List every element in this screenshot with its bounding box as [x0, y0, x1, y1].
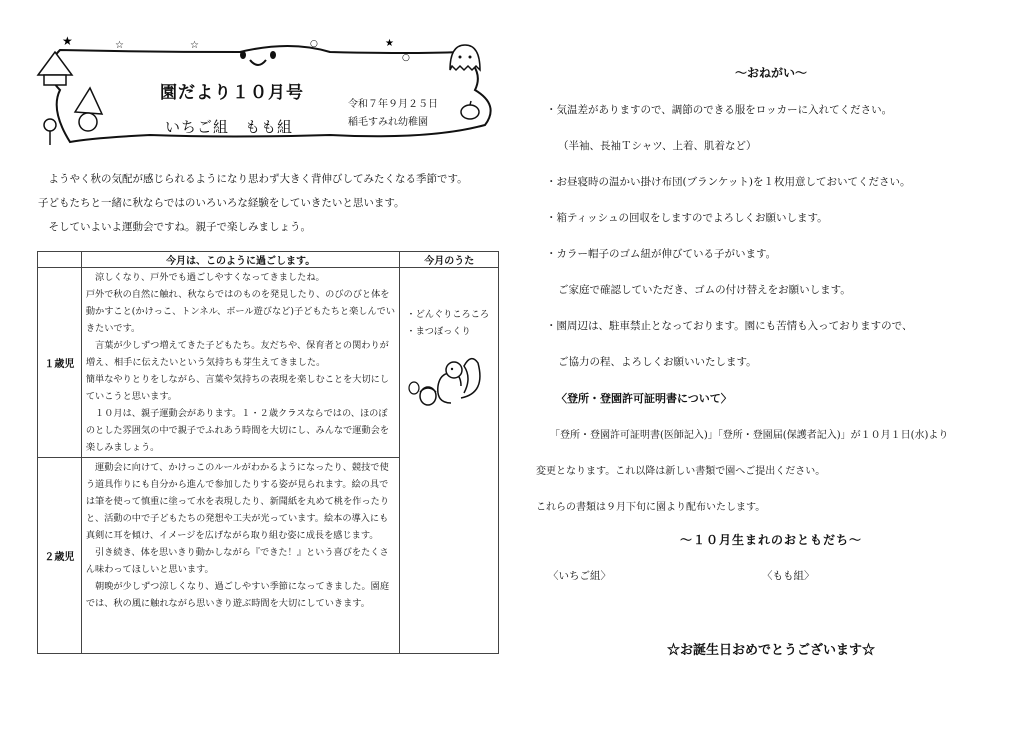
- request-line: ご協力の程、よろしくお願いいたします。: [558, 356, 757, 368]
- requests-title: 〜おねがい〜: [734, 66, 807, 80]
- schedule-paragraph: 引き続き、体を思いきり動かしながら『できた！』という喜びをたくさん味わってほしいと思います。: [85, 547, 389, 575]
- svg-text:★: ★: [62, 34, 73, 48]
- age-label: １歳児: [38, 268, 82, 458]
- birthdays-title: 〜１０月生まれのおともだち〜: [679, 533, 862, 547]
- svg-text:☆: ☆: [115, 40, 124, 51]
- age-header: [38, 252, 82, 268]
- smiley-face-icon: [240, 51, 276, 65]
- schedule-header: 今月は、このように過ごします。: [81, 252, 400, 268]
- table-row: [38, 268, 499, 458]
- issue-date: 令和７年９月２５日: [348, 99, 438, 110]
- request-line: ・箱ティッシュの回収をしますのでよろしくお願いします。: [546, 212, 828, 224]
- intro-text: [38, 167, 508, 239]
- song-header: 今月のうた: [400, 252, 499, 268]
- witch-child-icon: [44, 88, 102, 145]
- request-line: ・カラー帽子のゴム紐が伸びている子がいます。: [546, 248, 777, 260]
- squirrel-icon: [406, 348, 486, 418]
- ghost-icon: [450, 45, 480, 70]
- permit-title: 〈登所・登園許可証明書について〉: [556, 392, 732, 405]
- school-name: 稲毛すみれ幼稚園: [348, 117, 428, 128]
- request-line: ・気温差がありますので、調節のできる服をロッカーに入れてください。: [546, 104, 893, 116]
- request-line: ・園周辺は、駐車禁止となっております。園にも苦情も入っておりますので、: [546, 320, 913, 332]
- page-title: 園だより１０月号: [160, 83, 304, 103]
- congratulations-text: ☆お誕生日おめでとうございます☆: [666, 643, 875, 658]
- permit-line: これらの書類は９月下旬に園より配布いたします。: [536, 502, 766, 513]
- schedule-paragraph: 簡単なやりとりをしながら、言葉や気持ちの表現を楽しむことを大切にしていこうと思います。: [85, 374, 390, 402]
- intro-line: 子どもたちと一緒に秋ならではのいろいろな経験をしていきたいと思います。: [38, 197, 405, 209]
- class-names: いちご組 もも組: [165, 118, 294, 136]
- svg-text:★: ★: [385, 38, 394, 49]
- schedule-paragraph: 言葉が少しずつ増えてきた子どもたち。友だちや、保育者との関わりが増え、相手に伝えたいという気持ちも芽生えてきました。: [85, 340, 389, 368]
- request-line: ・お昼寝時の温かい掛け布団(ブランケット)を１枚用意しておいてください。: [546, 176, 911, 188]
- request-line: （半袖、長袖Ｔシャツ、上着、肌着など）: [558, 140, 757, 152]
- schedule-table: [37, 251, 499, 654]
- svg-text:☆: ☆: [190, 40, 199, 51]
- song-item: ・まつぼっくり: [406, 326, 471, 337]
- schedule-paragraph: 戸外で秋の自然に触れ、秋ならではのものを発見したり、のびのびと体を動かすこと(かけっこ、トンネル、ボール遊びなど)子どもたちと楽しんでいきたいです。: [85, 289, 396, 334]
- pumpkin-icon: [461, 101, 479, 119]
- schedule-text: [81, 458, 400, 654]
- song-cell: [400, 268, 499, 654]
- request-line: ご家庭で確認していただき、ゴムの付け替えをお願いします。: [558, 284, 851, 296]
- intro-line: ようやく秋の気配が感じられるようになり思わず大きく背伸びしてみたくなる季節です。: [38, 173, 468, 185]
- schedule-paragraph: 朝晩が少しずつ涼しくなり、過ごしやすい季節になってきました。園庭では、秋の風に触れながら思いきり遊ぶ時間を大切にしていきます。: [85, 581, 390, 609]
- schedule-paragraph: １０月は、親子運動会があります。１・２歳クラスならではの、ほのぼのとした雰囲気の中で親子でふれあう時間を大切にし、みんなで運動会を楽しみましょう。: [85, 408, 390, 453]
- birthday-class-ichigo: 〈いちご組〉: [548, 570, 611, 582]
- birthday-class-momo: 〈もも組〉: [762, 570, 815, 582]
- schedule-paragraph: 運動会に向けて、かけっこのルールがわかるようになったり、競技で使う道具作りにも自分から進んで参加したりする姿が見られます。絵の具では筆を使って慎重に塗って水を表現したり、新聞紙を丸めて桃を作ったりと、活動の中で子どもたちの発想や工夫が光っています。絵本の導入にも真剣に耳を傾け、イメージを広げながら取り組む姿に成長を感じます。: [85, 462, 390, 541]
- permit-line: 変更となります。これ以降は新しい書類で園へご提出ください。: [536, 466, 826, 477]
- song-item: ・どんぐりころころ: [406, 309, 490, 320]
- schedule-paragraph: 涼しくなり、戸外でも過ごしやすくなってきましたね。: [85, 272, 325, 283]
- witch-house-icon: [38, 52, 72, 85]
- issue-info: [348, 96, 438, 132]
- age-label: ２歳児: [38, 458, 82, 654]
- intro-line: そしていよいよ運動会ですね。親子で楽しみましょう。: [38, 221, 311, 233]
- permit-line: 「登所・登園許可証明書(医師記入)」「登所・登園届(保護者記入)」が１０月１日(水)より: [550, 430, 949, 441]
- svg-text:○: ○: [310, 39, 318, 49]
- schedule-text: [81, 268, 400, 458]
- svg-text:○: ○: [402, 53, 410, 63]
